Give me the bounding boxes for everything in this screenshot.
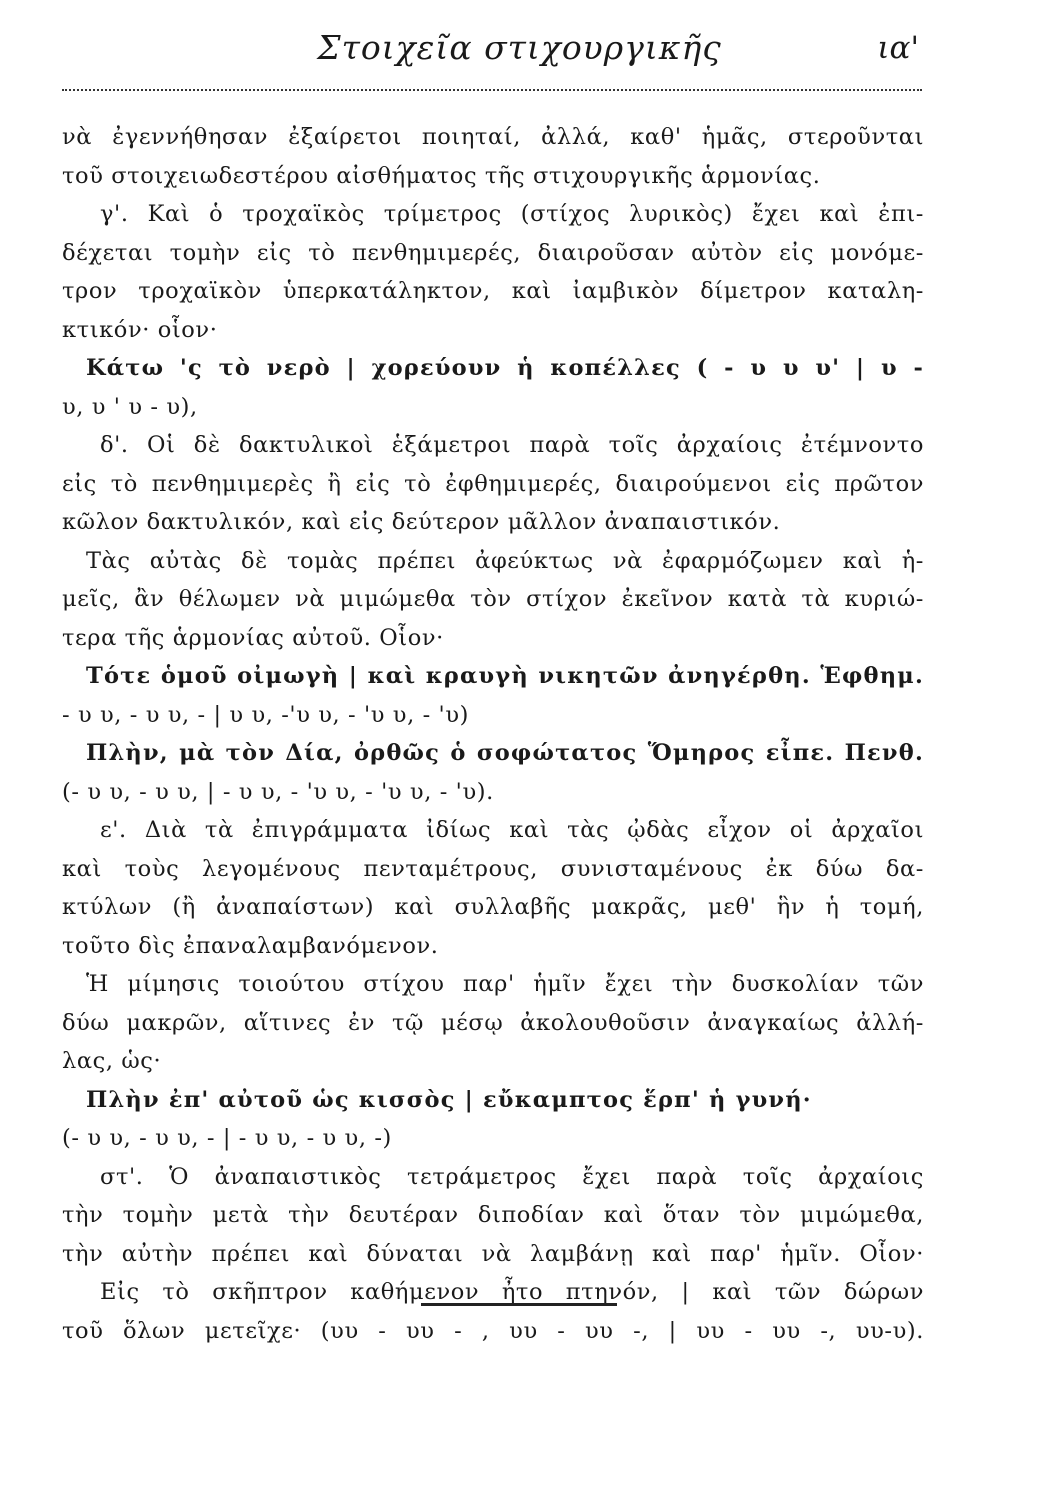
text-line: τοῦτο δὶς ἐπαναλαμβανόμενον. <box>62 932 439 959</box>
running-title: Στοιχεῖα στιχουργικῆς <box>317 28 722 67</box>
meter-line: (- υ υ, - υ υ, | - υ υ, - 'υ υ, - 'υ υ, - 'υ). <box>62 778 494 805</box>
text-line: τὴν τομὴν μετὰ τὴν δευτέραν διποδίαν καὶ ὅταν τὸν μιμώμεθα, <box>62 1202 924 1228</box>
text-line: κτύλων (ἢ ἀναπαίστων) καὶ συλλαβῆς μακρᾶς, μεθ' ἣν ἡ τομή, <box>62 894 924 920</box>
verse-line: τοῦ ὅλων μετεῖχε· (υυ - υυ - , υυ - υυ -, | υυ - υυ -, υυ-υ). <box>62 1317 924 1344</box>
text-line: εἰς τὸ πενθημιμερὲς ἢ εἰς τὸ ἐφθημιμερές, διαιρούμενοι εἰς πρῶτον <box>62 470 924 497</box>
page-number: ια' <box>877 30 919 66</box>
text-line: τὴν αὐτὴν πρέπει καὶ δύναται νὰ λαμβάνῃ καὶ παρ' ἡμῖν. Οἷον· <box>62 1240 924 1267</box>
text-line: στ'. Ὁ ἀναπαιστικὸς τετράμετρος ἔχει παρὰ τοῖς ἀρχαίοις <box>100 1163 924 1190</box>
text-line: δέχεται τομὴν εἰς τὸ πενθημιμερές, διαιροῦσαν αὐτὸν εἰς μονόμε- <box>62 239 924 266</box>
meter-line: υ, υ ' υ - υ), <box>62 393 198 420</box>
text-line: τερα τῆς ἁρμονίας αὐτοῦ. Οἷον· <box>62 624 444 651</box>
text-line: καὶ τοὺς λεγομένους πενταμέτρους, συνισταμένους ἐκ δύω δα- <box>62 855 924 882</box>
text-line: τρον τροχαϊκὸν ὑπερκατάληκτον, καὶ ἰαμβικὸν δίμετρον καταλη- <box>62 278 924 304</box>
text-line: λας, ὡς· <box>62 1048 162 1074</box>
verse-line: Πλὴν, μὰ τὸν Δία, ὀρθῶς ὁ σοφώτατος Ὅμηρος εἶπε. Πενθ. <box>86 740 924 766</box>
meter-line: (- υ υ, - υ υ, - | - υ υ, - υ υ, -) <box>62 1125 392 1151</box>
text-line: μεῖς, ἂν θέλωμεν νὰ μιμώμεθα τὸν στίχον ἐκεῖνον κατὰ τὰ κυριώ- <box>62 586 924 612</box>
text-line: τοῦ στοιχειωδεστέρου αἰσθήματος τῆς στιχουργικῆς ἁρμονίας. <box>62 162 821 189</box>
verse-line: Εἰς τὸ σκῆπτρον καθήμενον ἦτο πτηνόν, | καὶ τῶν δώρων <box>100 1279 924 1305</box>
body-text <box>62 118 924 1350</box>
text-line: δύω μακρῶν, αἵτινες ἐν τῷ μέσῳ ἀκολουθοῦσιν ἀναγκαίως ἀλλή- <box>62 1009 924 1036</box>
meter-line: - υ υ, - υ υ, - | υ υ, -'υ υ, - 'υ υ, - 'υ) <box>62 701 469 728</box>
text-line: ε'. Διὰ τὰ ἐπιγράμματα ἰδίως καὶ τὰς ᾠδὰς εἶχον οἱ ἀρχαῖοι <box>100 817 924 843</box>
text-line: Ἡ μίμησις τοιούτου στίχου παρ' ἡμῖν ἔχει τὴν δυσκολίαν τῶν <box>86 971 924 997</box>
text-line: δ'. Οἱ δὲ δακτυλικοὶ ἑξάμετροι παρὰ τοῖς ἀρχαίοις ἐτέμνοντο <box>100 432 924 458</box>
text-line: γ'. Καὶ ὁ τροχαϊκὸς τρίμετρος (στίχος λυρικὸς) ἔχει καὶ ἐπι- <box>100 201 924 227</box>
text-line: κτικόν· οἷον· <box>62 316 218 343</box>
footer-rule <box>421 1303 617 1306</box>
text-line: νὰ ἐγεννήθησαν ἐξαίρετοι ποιηταί, ἀλλά, καθ' ἡμᾶς, στεροῦνται <box>62 124 924 150</box>
text-line: κῶλον δακτυλικόν, καὶ εἰς δεύτερον μᾶλλον ἀναπαιστικόν. <box>62 509 781 535</box>
verse-line: Πλὴν ἐπ' αὐτοῦ ὡς κισσὸς | εὔκαμπτος ἕρπ' ἡ γυνή· <box>86 1086 812 1113</box>
header-rule <box>62 89 922 91</box>
text-line: Τὰς αὐτὰς δὲ τομὰς πρέπει ἀφεύκτως νὰ ἐφαρμόζωμεν καὶ ἡ- <box>86 547 924 574</box>
verse-line: Κάτω 'ς τὸ νερὸ | χορεύουν ἡ κοπέλλες ( - υ υ υ' | υ - <box>86 355 924 381</box>
verse-line: Τότε ὁμοῦ οἰμωγὴ | καὶ κραυγὴ νικητῶν ἀνηγέρθη. Ἑφθημ. <box>86 663 924 689</box>
